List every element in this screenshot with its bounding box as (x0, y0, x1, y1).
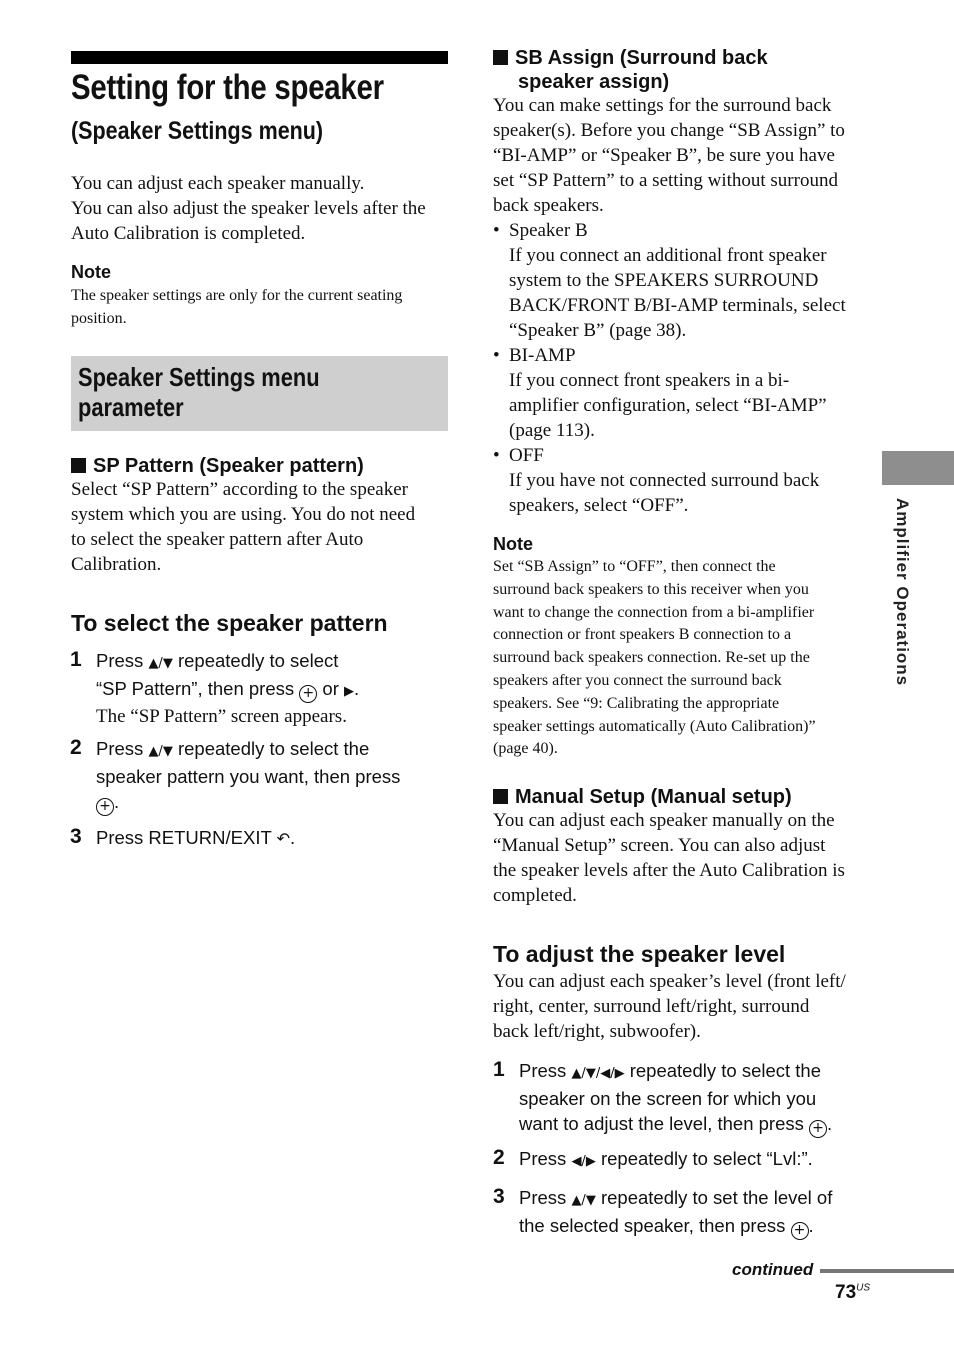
step-text: the selected speaker, then press (519, 1215, 791, 1236)
bullet-label: OFF (509, 445, 544, 466)
page-number (835, 1282, 870, 1304)
bullet-item: • OFF (493, 445, 544, 466)
continued-rule (820, 1269, 954, 1273)
right-arrow-icon: ▶ (344, 684, 354, 699)
left-right-arrow-icon: ◀/▶ (571, 1154, 596, 1169)
note-line: position. (71, 310, 127, 327)
enter-button-icon: + (299, 685, 317, 703)
enter-button-icon: + (96, 798, 114, 816)
text-line: back left/right, subwoofer). (493, 1021, 701, 1042)
text-line: speaker(s). Before you change “SB Assign” to (493, 120, 845, 141)
bullet-item: • BI-AMP (493, 345, 576, 366)
select-pattern-heading: To select the speaker pattern (71, 610, 388, 636)
text-line: (page 113). (509, 420, 595, 441)
step-text: speaker on the screen for which you (519, 1088, 817, 1109)
bullet-label: BI-AMP (509, 345, 576, 366)
text-line: the speaker levels after the Auto Calibration is (493, 860, 845, 881)
text-line: to select the speaker pattern after Auto (71, 529, 364, 550)
step-text: Press (519, 1148, 572, 1169)
step-number: 1 (493, 1058, 505, 1081)
manual-setup-text (493, 808, 878, 908)
sp-pattern-text (71, 477, 451, 577)
sb-assign-text (493, 93, 878, 218)
adjust-level-heading: To adjust the speaker level (493, 941, 786, 967)
page-title: Setting for the speaker (71, 68, 384, 107)
note-line: surround back speakers to this receiver when you (493, 580, 809, 598)
text-line: back speakers. (493, 195, 604, 216)
step-number: 1 (70, 648, 82, 671)
step-text: . (827, 1113, 833, 1134)
bullet-label: Speaker B (509, 220, 588, 241)
text-line: You can adjust each speaker’s level (front left/ (493, 971, 846, 992)
step-number: 2 (493, 1146, 505, 1169)
intro-line: You can also adjust the speaker levels after the (71, 198, 426, 219)
text-line: Select “SP Pattern” according to the speaker (71, 479, 408, 500)
step-text: . (808, 1215, 814, 1236)
note-line: connection or front speakers B connection to a (493, 626, 792, 644)
text-line: “Speaker B” (page 38). (509, 320, 687, 341)
title-rule (71, 51, 448, 64)
intro-line: You can adjust each speaker manually. (71, 173, 365, 194)
text-line: completed. (493, 885, 577, 906)
text-line: “BI-AMP” or “Speaker B”, be sure you have (493, 145, 835, 166)
step-text: Press (96, 738, 149, 759)
step-text: repeatedly to select the (624, 1060, 822, 1081)
text-line: set “SP Pattern” to a setting without surround (493, 170, 838, 191)
sb-heading-line: speaker assign) (518, 71, 670, 93)
step-text: Press RETURN/EXIT (96, 827, 277, 848)
sb-bullet-list (493, 218, 878, 518)
step-text: repeatedly to select “Lvl:”. (595, 1148, 813, 1169)
step-text: . (114, 791, 120, 812)
step-text: . (289, 827, 296, 848)
step-result: The “SP Pattern” screen appears. (96, 706, 347, 727)
step-text: Press (519, 1060, 572, 1081)
four-way-arrow-icon: ▲/▼/◀/▶ (571, 1066, 625, 1081)
adjust-level-text (493, 969, 878, 1044)
return-icon: ↶ (276, 829, 290, 848)
text-line: If you connect an additional front speaker (509, 245, 827, 266)
text-line: amplifier configuration, select “BI-AMP” (509, 395, 827, 416)
continued-label: continued (732, 1260, 814, 1279)
intro-line: Auto Calibration is completed. (71, 223, 306, 244)
step-text: repeatedly to select (172, 650, 339, 671)
square-bullet-icon (493, 789, 508, 804)
chapter-tab (882, 451, 954, 485)
sp-pattern-heading (71, 454, 364, 478)
step-text: or (317, 678, 344, 699)
note-text (71, 284, 451, 330)
step-text: Press (96, 650, 149, 671)
square-bullet-icon (71, 458, 86, 473)
chapter-label: Amplifier Operations (893, 498, 912, 687)
note-heading: Note (493, 534, 533, 554)
step-text: “SP Pattern”, then press (96, 678, 300, 699)
step-text: repeatedly to select the (172, 738, 370, 759)
text-line: If you have not connected surround back (509, 470, 820, 491)
section-banner-title (78, 362, 320, 422)
step-text: . (354, 678, 360, 699)
enter-button-icon: + (809, 1120, 827, 1138)
bullet-desc (493, 368, 878, 443)
sb-heading-line: SB Assign (Surround back (515, 47, 768, 69)
banner-line: parameter (78, 392, 184, 422)
note-line: Set “SB Assign” to “OFF”, then connect the (493, 558, 776, 575)
note-text (493, 556, 878, 761)
banner-line: Speaker Settings menu (78, 362, 320, 392)
step-text: want to adjust the level, then press (519, 1113, 810, 1134)
step-number: 3 (70, 825, 82, 848)
step-number: 3 (493, 1185, 505, 1208)
step-number: 2 (70, 736, 82, 759)
bullet-item: • Speaker B (493, 220, 588, 241)
manual-setup-heading-text: Manual Setup (Manual setup) (515, 786, 792, 808)
note-line: speakers after you connect the surround back (493, 671, 782, 689)
text-line: You can make settings for the surround back (493, 95, 832, 116)
note-line: The speaker settings are only for the current seating (71, 287, 403, 304)
step-text: speaker pattern you want, then press (96, 766, 401, 787)
step-text: Press (519, 1187, 572, 1208)
page-subtitle: (Speaker Settings menu) (71, 117, 324, 145)
text-line: BACK/FRONT B/BI-AMP terminals, select (509, 295, 846, 316)
text-line: speakers, select “OFF”. (509, 495, 689, 516)
text-line: system to the SPEAKERS SURROUND (509, 270, 819, 291)
square-bullet-icon (493, 50, 508, 65)
sp-pattern-heading-text: SP Pattern (Speaker pattern) (93, 455, 364, 477)
text-line: Calibration. (71, 554, 162, 575)
up-down-arrow-icon: ▲/▼ (571, 1193, 596, 1208)
page-suffix: US (856, 1282, 871, 1294)
note-line: want to change the connection from a bi-amplifier (493, 603, 815, 621)
step-text: repeatedly to set the level of (595, 1187, 833, 1208)
text-line: “Manual Setup” screen. You can also adjust (493, 835, 826, 856)
manual-setup-heading (493, 785, 792, 809)
page-number-text: 73 (835, 1282, 857, 1303)
note-line: speakers. See “9: Calibrating the appropriate (493, 694, 780, 712)
note-line: speaker settings automatically (Auto Calibration)” (493, 717, 816, 735)
bullet-desc (493, 243, 878, 343)
note-line: surround back speakers connection. Re-set up the (493, 649, 810, 667)
text-line: You can adjust each speaker manually on the (493, 810, 835, 831)
text-line: right, center, surround left/right, surround (493, 996, 810, 1017)
up-down-arrow-icon: ▲/▼ (148, 744, 173, 759)
note-heading: Note (71, 262, 111, 282)
sb-assign-heading (493, 46, 768, 94)
intro-text (71, 171, 451, 246)
up-down-arrow-icon: ▲/▼ (148, 656, 173, 671)
enter-button-icon: + (791, 1222, 809, 1240)
section-banner (71, 356, 448, 431)
text-line: system which you are using. You do not need (71, 504, 416, 525)
bullet-desc (493, 468, 878, 518)
note-line: (page 40). (493, 740, 558, 758)
text-line: If you connect front speakers in a bi- (509, 370, 790, 391)
